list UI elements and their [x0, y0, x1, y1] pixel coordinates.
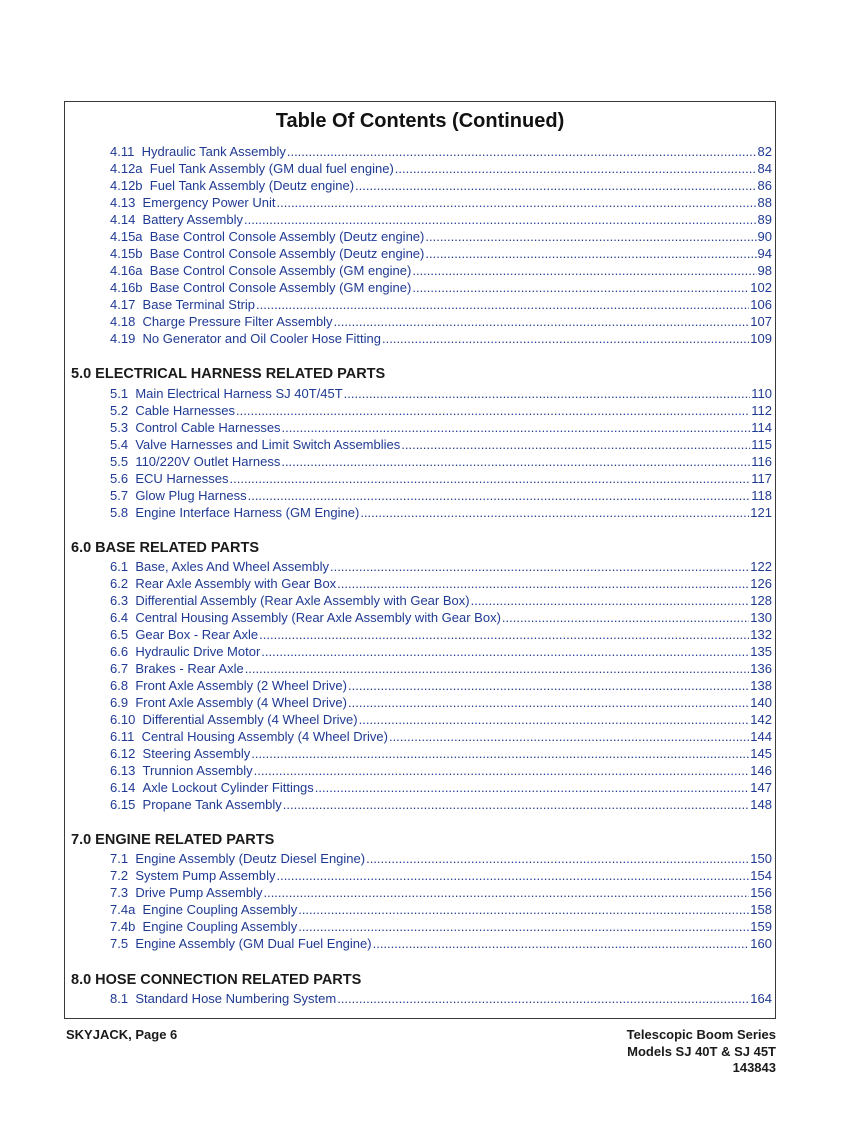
toc-entry-page: 160 — [750, 936, 772, 951]
toc-entry-number: 7.4a — [110, 902, 136, 917]
toc-entry-page: 148 — [750, 797, 772, 812]
dot-leader — [283, 796, 750, 813]
toc-entry[interactable] — [110, 279, 772, 296]
toc-entry-title: Main Electrical Harness SJ 40T/45T — [135, 386, 343, 401]
toc-entry-number: 4.15a — [110, 229, 143, 244]
toc-entry-title: ECU Harnesses — [135, 471, 229, 486]
toc-entry[interactable] — [110, 402, 772, 419]
dot-leader — [425, 245, 756, 262]
toc-entry-number: 6.1 — [110, 559, 129, 574]
toc-entry[interactable] — [110, 177, 772, 194]
toc-entry[interactable] — [110, 419, 772, 436]
toc-entry-page: 107 — [750, 314, 772, 329]
toc-entry[interactable] — [110, 504, 772, 521]
toc-entry-title: Base Control Console Assembly (GM engine) — [149, 263, 412, 278]
footer-models: Models SJ 40T & SJ 45T — [627, 1043, 776, 1059]
toc-entry-page: 145 — [750, 746, 772, 761]
toc-entry-title: Base Control Console Assembly (GM engine) — [149, 280, 412, 295]
toc-entry-title: Rear Axle Assembly with Gear Box — [135, 576, 337, 591]
dot-leader — [254, 762, 750, 779]
toc-entry-title: Steering Assembly — [142, 746, 251, 761]
toc-entry[interactable] — [110, 296, 772, 313]
toc-entry-title: Emergency Power Unit — [142, 195, 276, 210]
toc-entry[interactable] — [110, 867, 772, 884]
toc-entry[interactable] — [110, 990, 772, 1007]
toc-entry[interactable] — [110, 901, 772, 918]
toc-entry-page: 118 — [751, 488, 772, 503]
toc-entry-number: 5.7 — [110, 488, 129, 503]
toc-entry-page: 132 — [750, 627, 772, 642]
toc-entry-number: 5.3 — [110, 420, 129, 435]
toc-entry-number: 4.18 — [110, 314, 136, 329]
toc-entry-title: Gear Box - Rear Axle — [135, 627, 259, 642]
dot-leader — [259, 626, 749, 643]
dot-leader — [298, 901, 749, 918]
toc-entry-title: Control Cable Harnesses — [135, 420, 281, 435]
dot-leader — [281, 453, 750, 470]
dot-leader — [373, 935, 750, 952]
toc-entry[interactable] — [110, 592, 772, 609]
toc-entry-number: 4.16b — [110, 280, 143, 295]
toc-entry-page: 94 — [757, 246, 772, 261]
toc-entry[interactable] — [110, 918, 772, 935]
dot-leader — [412, 262, 756, 279]
toc-entry-title: Drive Pump Assembly — [135, 885, 263, 900]
section-heading: 8.0 HOSE CONNECTION RELATED PARTS — [71, 972, 362, 988]
dot-leader — [395, 160, 757, 177]
dot-leader — [315, 779, 750, 796]
toc-entry-title: Front Axle Assembly (4 Wheel Drive) — [135, 695, 347, 710]
toc-entry-title: Base, Axles And Wheel Assembly — [135, 559, 329, 574]
toc-entry-page: 126 — [750, 576, 772, 591]
toc-entry-page: 146 — [750, 763, 772, 778]
toc-entry-page: 112 — [751, 403, 772, 418]
toc-entry-title: Hydraulic Drive Motor — [135, 644, 261, 659]
dot-leader — [277, 194, 757, 211]
toc-entry-title: Axle Lockout Cylinder Fittings — [142, 780, 314, 795]
toc-entry[interactable] — [110, 211, 772, 228]
toc-entry[interactable] — [110, 660, 772, 677]
toc-entry-page: 89 — [757, 212, 772, 227]
toc-entry-page: 144 — [750, 729, 772, 744]
toc-entry-page: 115 — [751, 437, 772, 452]
toc-entry-title: Central Housing Assembly (Rear Axle Assembly with Gear Box) — [135, 610, 501, 625]
toc-entry-title: Base Control Console Assembly (Deutz engine) — [149, 246, 425, 261]
toc-entry-title: Differential Assembly (Rear Axle Assembly with Gear Box) — [135, 593, 470, 608]
toc-entry[interactable] — [110, 850, 772, 867]
footer-doc-number: 143843 — [732, 1060, 776, 1075]
dot-leader — [236, 402, 750, 419]
toc-entry-page: 136 — [750, 661, 772, 676]
toc-frame — [64, 101, 776, 1019]
toc-entry-page: 121 — [750, 505, 772, 520]
dot-leader — [334, 313, 750, 330]
toc-entry[interactable] — [110, 575, 772, 592]
toc-entry-title: Front Axle Assembly (2 Wheel Drive) — [135, 678, 347, 693]
toc-entry-title: Fuel Tank Assembly (GM dual fuel engine) — [149, 161, 394, 176]
toc-entry-page: 110 — [751, 386, 772, 401]
toc-entry-title: Base Control Console Assembly (Deutz engine) — [149, 229, 425, 244]
toc-entry-number: 5.4 — [110, 437, 129, 452]
dot-leader — [287, 143, 757, 160]
dot-leader — [256, 296, 749, 313]
toc-entry-title: Valve Harnesses and Limit Switch Assemblies — [135, 437, 401, 452]
toc-entry-title: No Generator and Oil Cooler Hose Fitting — [142, 331, 381, 346]
toc-entry-number: 4.12a — [110, 161, 143, 176]
toc-entry-number: 7.3 — [110, 885, 129, 900]
dot-leader — [337, 575, 749, 592]
toc-entry[interactable] — [110, 935, 772, 952]
toc-entry-page: 109 — [750, 331, 772, 346]
toc-entry-number: 5.1 — [110, 386, 129, 401]
dot-leader — [355, 177, 757, 194]
toc-entry-number: 6.5 — [110, 627, 129, 642]
dot-leader — [401, 436, 750, 453]
toc-entry-number: 5.2 — [110, 403, 129, 418]
footer-page-label: SKYJACK, Page 6 — [66, 1027, 178, 1042]
dot-leader — [425, 228, 756, 245]
toc-entry-title: Differential Assembly (4 Wheel Drive) — [142, 712, 358, 727]
toc-entry[interactable] — [110, 643, 772, 660]
toc-entry[interactable] — [110, 609, 772, 626]
toc-entry-number: 6.3 — [110, 593, 129, 608]
dot-leader — [230, 470, 751, 487]
toc-entry[interactable] — [110, 330, 772, 347]
toc-entry-number: 7.1 — [110, 851, 129, 866]
footer-series: Telescopic Boom Series — [626, 1027, 776, 1042]
toc-entry-page: 122 — [750, 559, 772, 574]
toc-entry-title: Trunnion Assembly — [142, 763, 253, 778]
toc-entry-page: 128 — [750, 593, 772, 608]
toc-entry-number: 6.2 — [110, 576, 129, 591]
section-heading: 6.0 BASE RELATED PARTS — [71, 540, 259, 556]
toc-entry-page: 158 — [750, 902, 772, 917]
dot-leader — [282, 419, 751, 436]
toc-entry-number: 6.12 — [110, 746, 136, 761]
dot-leader — [337, 990, 749, 1007]
dot-leader — [248, 487, 751, 504]
toc-entry-number: 6.8 — [110, 678, 129, 693]
toc-entry-page: 88 — [757, 195, 772, 210]
toc-entry[interactable] — [110, 313, 772, 330]
toc-entry-title: System Pump Assembly — [135, 868, 276, 883]
toc-entry-number: 4.14 — [110, 212, 136, 227]
toc-entry-title: Engine Coupling Assembly — [142, 919, 298, 934]
dot-leader — [344, 385, 751, 402]
dot-leader — [263, 884, 749, 901]
toc-entry-number: 7.2 — [110, 868, 129, 883]
toc-entry-title: Battery Assembly — [142, 212, 243, 227]
toc-entry[interactable] — [110, 487, 772, 504]
section-heading: 5.0 ELECTRICAL HARNESS RELATED PARTS — [71, 366, 386, 382]
toc-entry-title: Engine Assembly (Deutz Diesel Engine) — [135, 851, 366, 866]
toc-entry-number: 6.13 — [110, 763, 136, 778]
toc-entry[interactable] — [110, 436, 772, 453]
dot-leader — [348, 694, 749, 711]
toc-entry-title: 110/220V Outlet Harness — [135, 454, 281, 469]
toc-entry-title: Brakes - Rear Axle — [135, 661, 244, 676]
dot-leader — [330, 558, 749, 575]
dot-leader — [360, 504, 749, 521]
toc-entry[interactable] — [110, 194, 772, 211]
toc-entry-number: 4.19 — [110, 331, 136, 346]
toc-entry-title: Charge Pressure Filter Assembly — [142, 314, 333, 329]
toc-entry-title: Central Housing Assembly (4 Wheel Drive) — [141, 729, 388, 744]
toc-entry-title: Fuel Tank Assembly (Deutz engine) — [149, 178, 355, 193]
toc-entry-number: 8.1 — [110, 991, 129, 1006]
toc-entry-number: 6.11 — [110, 729, 135, 744]
toc-entry-page: 82 — [757, 144, 772, 159]
toc-entry[interactable] — [110, 558, 772, 575]
dot-leader — [261, 643, 749, 660]
dot-leader — [298, 918, 749, 935]
toc-entry-page: 135 — [750, 644, 772, 659]
toc-entry-number: 5.5 — [110, 454, 129, 469]
toc-entry[interactable] — [110, 245, 772, 262]
toc-entry-number: 7.4b — [110, 919, 136, 934]
dot-leader — [251, 745, 749, 762]
toc-entry[interactable] — [110, 779, 772, 796]
section-heading: 7.0 ENGINE RELATED PARTS — [71, 832, 275, 848]
toc-entry-title: Hydraulic Tank Assembly — [141, 144, 286, 159]
toc-entry-page: 147 — [750, 780, 772, 795]
dot-leader — [471, 592, 750, 609]
toc-entry-number: 6.7 — [110, 661, 129, 676]
dot-leader — [359, 711, 750, 728]
toc-entry-page: 84 — [757, 161, 772, 176]
toc-entry-number: 4.12b — [110, 178, 143, 193]
toc-entry[interactable] — [110, 796, 772, 813]
toc-entry-number: 4.13 — [110, 195, 136, 210]
toc-entry-title: Glow Plug Harness — [135, 488, 247, 503]
toc-entry-page: 117 — [751, 471, 772, 486]
dot-leader — [389, 728, 749, 745]
dot-leader — [382, 330, 749, 347]
dot-leader — [245, 660, 750, 677]
toc-entry[interactable] — [110, 762, 772, 779]
toc-entry[interactable] — [110, 626, 772, 643]
toc-entry-title: Engine Coupling Assembly — [142, 902, 298, 917]
toc-entry-title: Engine Assembly (GM Dual Fuel Engine) — [135, 936, 372, 951]
toc-entry-title: Standard Hose Numbering System — [135, 991, 337, 1006]
toc-entry[interactable] — [110, 143, 772, 160]
toc-entry[interactable] — [110, 694, 772, 711]
footer-model-info — [627, 1027, 776, 1077]
toc-entry-number: 5.8 — [110, 505, 129, 520]
toc-entry-page: 86 — [757, 178, 772, 193]
toc-entry-number: 6.10 — [110, 712, 136, 727]
toc-entry-page: 98 — [757, 263, 772, 278]
toc-entry-number: 6.6 — [110, 644, 129, 659]
toc-entry-page: 154 — [750, 868, 772, 883]
toc-entry-number: 7.5 — [110, 936, 129, 951]
toc-entry[interactable] — [110, 453, 772, 470]
toc-entry-number: 6.9 — [110, 695, 129, 710]
dot-leader — [502, 609, 749, 626]
toc-entry[interactable] — [110, 745, 772, 762]
toc-entry-page: 106 — [750, 297, 772, 312]
toc-entry-title: Base Terminal Strip — [142, 297, 256, 312]
toc-entry-page: 114 — [751, 420, 772, 435]
toc-entry-number: 6.14 — [110, 780, 136, 795]
toc-entry-page: 102 — [750, 280, 772, 295]
toc-entry[interactable] — [110, 262, 772, 279]
toc-entry-page: 159 — [750, 919, 772, 934]
toc-entry-page: 130 — [750, 610, 772, 625]
toc-entry-page: 150 — [750, 851, 772, 866]
toc-entry-number: 4.17 — [110, 297, 136, 312]
toc-entry[interactable] — [110, 228, 772, 245]
toc-entry-title: Cable Harnesses — [135, 403, 236, 418]
toc-entry[interactable] — [110, 728, 772, 745]
toc-entry-title: Propane Tank Assembly — [142, 797, 282, 812]
toc-entry[interactable] — [110, 470, 772, 487]
toc-entry-number: 6.15 — [110, 797, 136, 812]
toc-entry-page: 138 — [750, 678, 772, 693]
toc-entry-page: 140 — [750, 695, 772, 710]
dot-leader — [276, 867, 749, 884]
toc-entry[interactable] — [110, 711, 772, 728]
toc-entry-page: 142 — [750, 712, 772, 727]
dot-leader — [244, 211, 757, 228]
toc-entry[interactable] — [110, 677, 772, 694]
toc-entry-number: 4.16a — [110, 263, 143, 278]
toc-entry-number: 4.11 — [110, 144, 135, 159]
toc-entry-page: 156 — [750, 885, 772, 900]
toc-entry-number: 6.4 — [110, 610, 129, 625]
dot-leader — [412, 279, 749, 296]
page-title: Table Of Contents (Continued) — [275, 110, 565, 132]
dot-leader — [366, 850, 749, 867]
toc-entry-page: 164 — [750, 991, 772, 1006]
dot-leader — [348, 677, 749, 694]
toc-entry[interactable] — [110, 385, 772, 402]
toc-entry-title: Engine Interface Harness (GM Engine) — [135, 505, 360, 520]
toc-entry-number: 4.15b — [110, 246, 143, 261]
toc-entry[interactable] — [110, 884, 772, 901]
toc-entry-number: 5.6 — [110, 471, 129, 486]
toc-entry-page: 116 — [751, 454, 772, 469]
toc-entry-page: 90 — [757, 229, 772, 244]
toc-entry[interactable] — [110, 160, 772, 177]
